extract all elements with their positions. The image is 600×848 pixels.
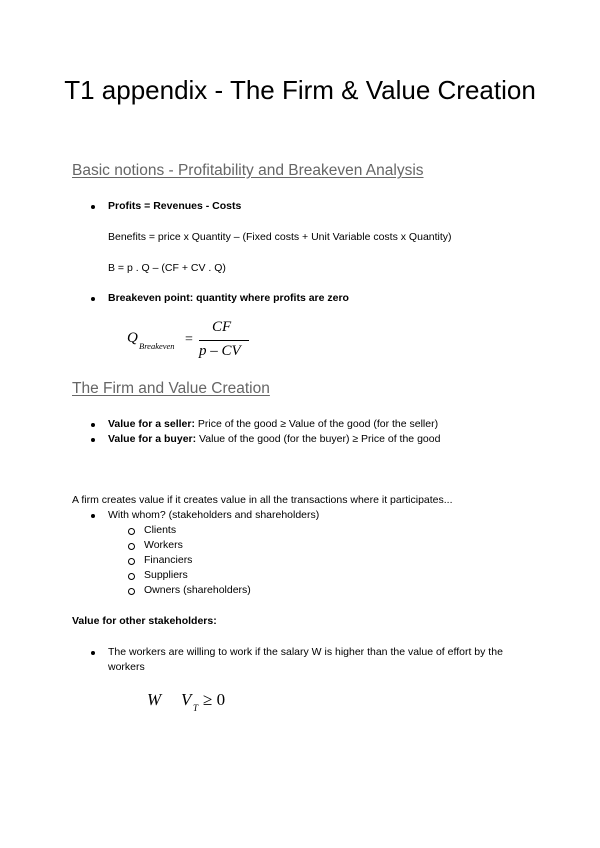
benefits-line: Benefits = price x Quantity – (Fixed costs + Unit Variable costs x Quantity) [108, 231, 452, 243]
seller-item [108, 417, 438, 431]
bullet [91, 423, 95, 427]
profits-item [108, 199, 241, 213]
formula-w: W [147, 690, 162, 709]
other-stakeholders-label: Value for other stakeholders: [72, 615, 217, 627]
workers-line-2: workers [108, 661, 145, 673]
formula-v: V [181, 690, 192, 709]
buyer-label: Value for a buyer: [108, 433, 197, 445]
other-stakeholders-heading [72, 614, 217, 628]
formula-q: Q [127, 330, 138, 346]
sub-bullet [128, 588, 135, 595]
profits-label: Profits = Revenues - Costs [108, 200, 242, 212]
sub-bullet [128, 543, 135, 550]
breakeven-label: Breakeven point: quantity where profits are zero [108, 292, 349, 304]
page-title: T1 appendix - The Firm & Value Creation [64, 75, 536, 105]
stakeholder-item: Owners (shareholders) [144, 584, 251, 596]
with-whom-item: With whom? (stakeholders and shareholders) [108, 509, 320, 521]
section-heading-basic-notions: Basic notions - Profitability and Breakeven Analysis [72, 162, 424, 179]
sub-bullet [128, 528, 135, 535]
bullet [91, 514, 95, 518]
stakeholder-item: Workers [144, 539, 183, 551]
formula-rhs: ≥ 0 [203, 690, 226, 709]
bullet [91, 438, 95, 442]
formula-q-sub: Breakeven [139, 341, 175, 351]
bullet [91, 651, 95, 655]
formula-denominator: p – CV [199, 343, 241, 359]
stakeholder-item: Clients [144, 524, 177, 536]
seller-text: Price of the good ≥ Value of the good (for the seller) [194, 418, 439, 430]
stakeholder-item: Financiers [144, 554, 193, 566]
formula-equals: = [185, 332, 193, 347]
seller-label: Value for a seller: [108, 418, 195, 430]
breakeven-item [108, 291, 349, 305]
buyer-text: Value of the good (for the buyer) ≥ Price of the good [196, 433, 441, 445]
bullet [91, 205, 95, 209]
fraction-bar [199, 340, 249, 341]
formula-numerator: CF [212, 319, 232, 335]
workers-line-1: The workers are willing to work if the salary W is higher than the value of effort by the [108, 646, 503, 658]
b-formula: B = p . Q – (CF + CV . Q) [108, 262, 226, 274]
buyer-item [108, 432, 440, 446]
sub-bullet [128, 558, 135, 565]
stakeholder-item: Suppliers [144, 569, 188, 581]
formula-v-sub: T [193, 703, 199, 713]
bullet [91, 297, 95, 301]
sub-bullet [128, 573, 135, 580]
section-heading-firm-value: The Firm and Value Creation [72, 380, 270, 397]
firm-value-paragraph: A firm creates value if it creates value in all the transactions where it participates... [72, 494, 453, 506]
